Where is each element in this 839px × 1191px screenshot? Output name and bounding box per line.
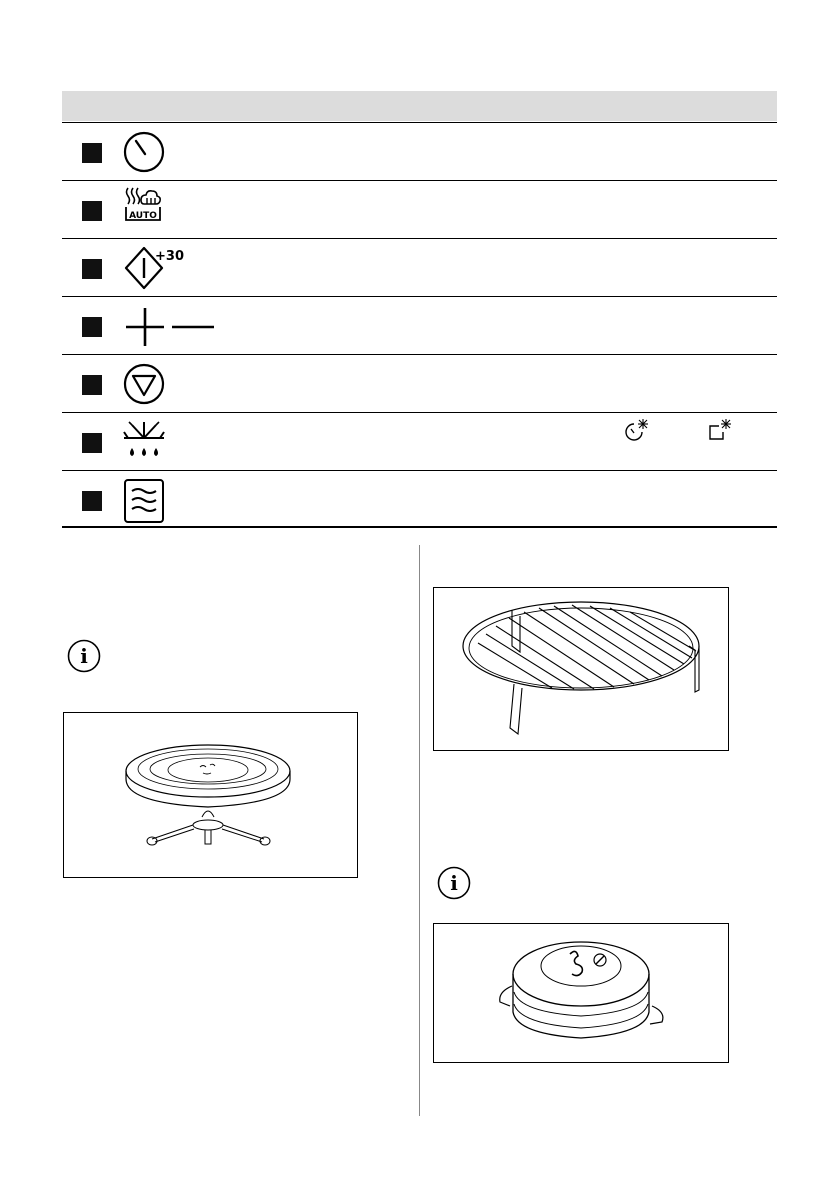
table-row xyxy=(62,180,777,238)
info-icon xyxy=(67,639,101,673)
row-marker xyxy=(82,317,102,337)
plus-30-label: +30 xyxy=(155,249,184,264)
microwave-icon xyxy=(120,476,168,524)
table-row xyxy=(62,122,777,180)
table-row xyxy=(62,296,777,354)
row-marker xyxy=(82,433,102,453)
auto-steam-cooking-icon xyxy=(120,186,168,234)
stop-icon xyxy=(120,360,168,408)
info-icon xyxy=(437,866,471,900)
row-marker xyxy=(82,259,102,279)
row-marker xyxy=(82,375,102,395)
column-divider xyxy=(419,545,420,1116)
svg-text:i: i xyxy=(80,644,88,668)
start-plus-30-icon xyxy=(120,244,192,292)
turntable-figure xyxy=(63,712,358,878)
row-marker xyxy=(82,143,102,163)
turntable-illustration xyxy=(64,713,357,877)
timer-icon xyxy=(120,128,168,176)
plus-minus-icon xyxy=(120,302,220,350)
table-row xyxy=(62,470,777,528)
defrost-by-time-icon xyxy=(622,419,650,441)
row-marker xyxy=(82,491,102,511)
wire-rack-illustration xyxy=(434,588,728,750)
table-header xyxy=(62,91,777,121)
defrost-icon xyxy=(120,418,168,466)
crisp-plate-illustration xyxy=(434,924,728,1062)
table-row xyxy=(62,238,777,296)
table-row xyxy=(62,354,777,412)
auto-label: AUTO xyxy=(129,211,157,221)
table-row xyxy=(62,412,777,470)
defrost-by-weight-icon xyxy=(707,419,733,441)
crisp-plate-figure xyxy=(433,923,729,1063)
wire-rack-figure xyxy=(433,587,729,751)
row-marker xyxy=(82,201,102,221)
svg-text:i: i xyxy=(450,871,458,895)
